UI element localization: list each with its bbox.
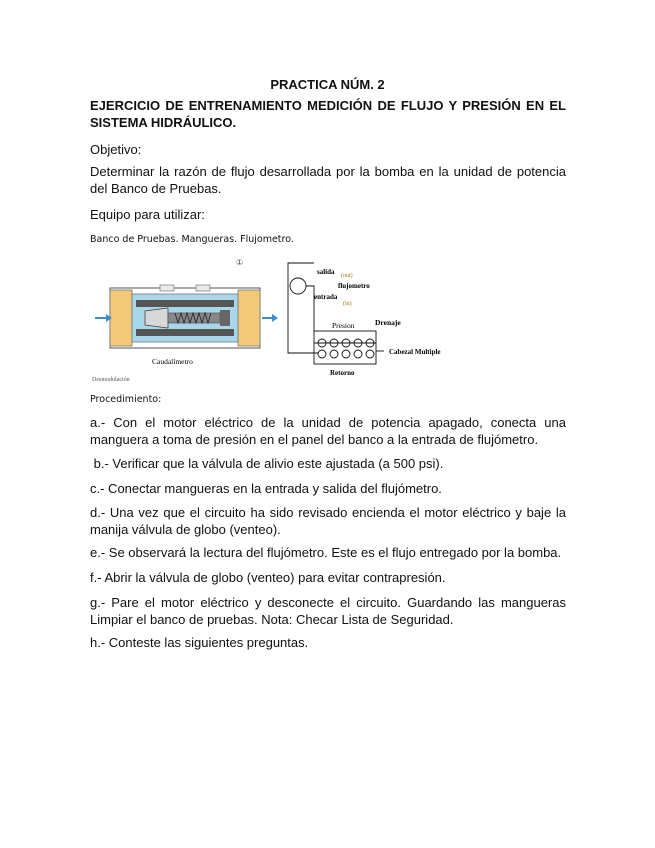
exercise-heading: EJERCICIO DE ENTRENAMIENTO MEDICIÓN DE FLUJO Y PRESIÓN EN EL SISTEMA HIDRÁULICO. xyxy=(90,98,566,130)
cabezal-label: Cabezal Multiple xyxy=(389,348,441,356)
step-e: e.- Se observará la lectura del flujómetro. Este es el flujo entregado por la bomba. xyxy=(90,545,562,560)
page-title: PRACTICA NÚM. 2 xyxy=(270,77,385,92)
circle-mark: ① xyxy=(236,258,244,267)
flujometro-label: flujometro xyxy=(338,282,370,290)
step-h: h.- Conteste las siguientes preguntas. xyxy=(90,635,309,650)
flowmeter-illustration xyxy=(92,258,278,383)
out-label: (out) xyxy=(341,273,353,279)
flowmeter-cutoff-label: Desmodulación xyxy=(92,377,130,383)
objective-text: Determinar la razón de flujo desarrollada por la bomba en la unidad de potencia del Banco de Pruebas. xyxy=(90,164,566,196)
step-a: a.- Con el motor eléctrico de la unidad de potencia apagado, conecta una manguera a toma de presión en el panel del banco a la entrada de flujómetro. xyxy=(90,415,566,447)
step-f: f.- Abrir la válvula de globo (venteo) para evitar contrapresión. xyxy=(90,570,446,585)
step-c: c.- Conectar mangueras en la entrada y salida del flujómetro. xyxy=(90,481,442,496)
step-d: d.- Una vez que el circuito ha sido revisado encienda el motor eléctrico y baje la manija válvula de globo (venteo). xyxy=(90,505,566,537)
drenaje-label: Drenaje xyxy=(375,318,401,327)
step-b: b.- Verificar que la válvula de alivio este ajustada (a 500 psi). xyxy=(90,456,444,471)
flowmeter-caption: Caudalímetro xyxy=(152,357,193,366)
equipment-text: Banco de Pruebas. Mangueras. Flujometro. xyxy=(90,234,294,245)
equipment-label: Equipo para utilizar: xyxy=(90,207,205,222)
in-label: (in) xyxy=(343,301,352,307)
salida-label: salida xyxy=(317,268,335,276)
retorno-label: Retorno xyxy=(330,369,355,377)
procedure-label: Procedimiento: xyxy=(90,394,162,405)
equipment-figure xyxy=(90,258,460,383)
circuit-diagram xyxy=(288,263,384,364)
objective-label: Objetivo: xyxy=(90,142,142,157)
entrada-label: entrada xyxy=(314,293,338,301)
presion-label: Presion xyxy=(332,321,355,330)
step-g: g.- Pare el motor eléctrico y desconecte el circuito. Guardando las mangueras Limpiar el banco de pruebas. Nota: Checar Lista de Seguridad. xyxy=(90,595,566,627)
